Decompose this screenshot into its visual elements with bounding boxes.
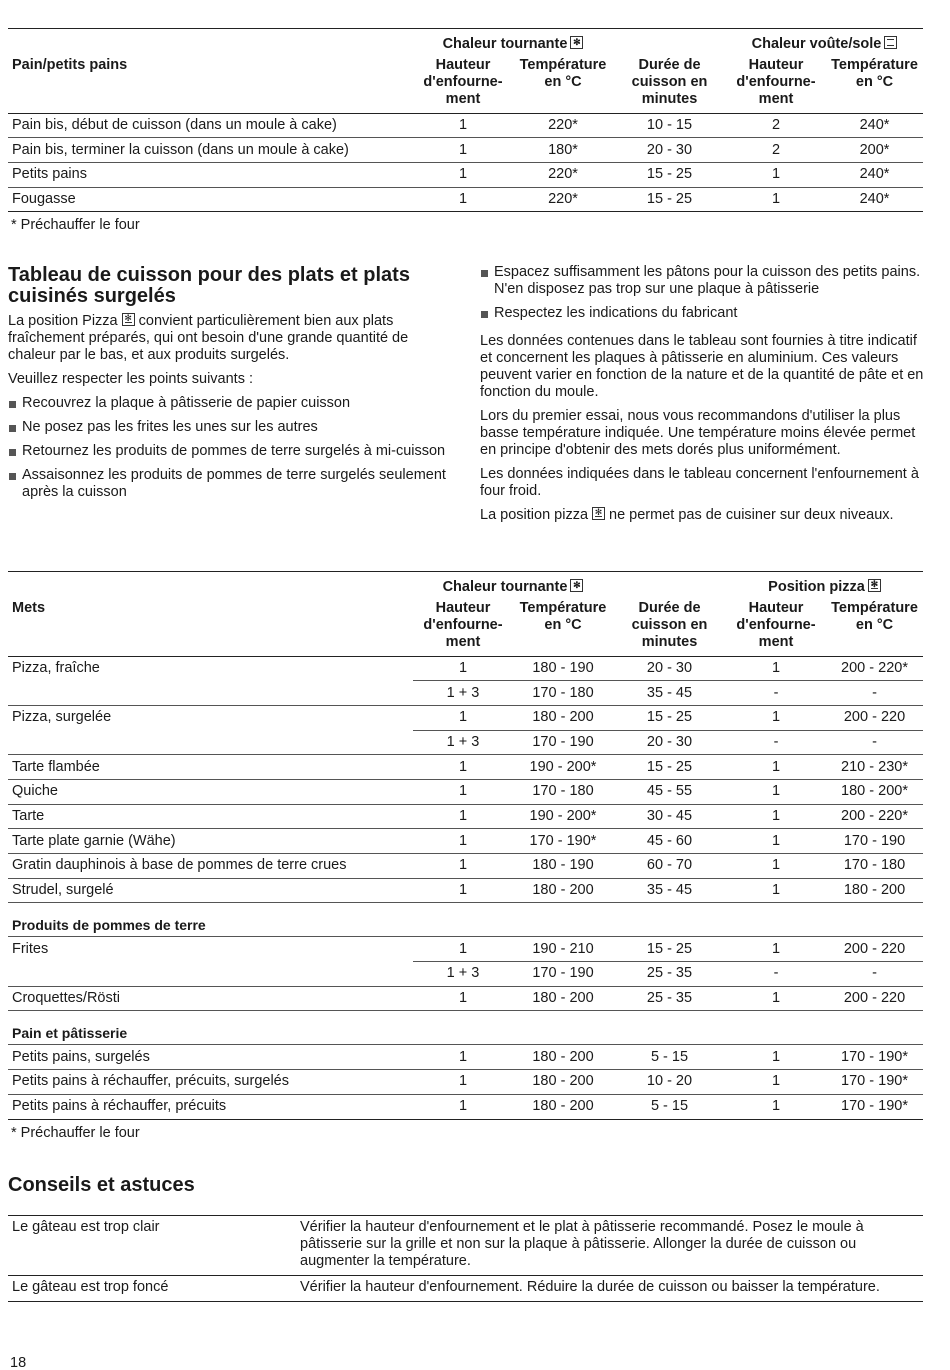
table-cell: 180 - 200* <box>826 779 923 804</box>
group-header-convection: Chaleur tournante✻ <box>413 572 613 598</box>
table-cell: - <box>726 962 826 987</box>
table-cell: 25 - 35 <box>613 962 726 987</box>
table-cell: 190 - 200* <box>513 755 613 780</box>
table-cell: 180 - 190 <box>513 656 613 681</box>
column-header: Température en °C <box>826 55 923 114</box>
table-cell: 30 - 45 <box>613 804 726 829</box>
row-label: Gratin dauphinois à base de pommes de terre crues <box>8 854 413 879</box>
row-label: Pain bis, terminer la cuisson (dans un moule à cake) <box>8 138 413 163</box>
table-cell: 1 <box>413 705 513 730</box>
table-cell: 5 - 15 <box>613 1094 726 1119</box>
table-cell: 15 - 25 <box>613 187 726 212</box>
table-cell: 1 <box>726 705 826 730</box>
table-cell: 180 - 200 <box>513 1094 613 1119</box>
table-cell: 1 <box>413 1094 513 1119</box>
table-row <box>8 1045 923 1070</box>
table-cell: 1 <box>413 854 513 879</box>
row-label: Pizza, surgelée <box>12 709 112 726</box>
table-cell: 1 <box>726 829 826 854</box>
table-cell: 180 - 190 <box>513 854 613 879</box>
table-cell: 35 - 45 <box>613 681 726 706</box>
solution-cell: Vérifier la hauteur d'enfournement et le plat à pâtisserie recommandé. Posez le moule à pâtisserie sur la grille et non sur la plaque à pâtisserie. Allonger la durée de cuisson ou augmenter la température. <box>296 1216 923 1276</box>
table-row <box>8 878 923 903</box>
page-number: 18 <box>10 1355 27 1370</box>
table-cell: 180* <box>513 138 613 163</box>
table-cell: 1 <box>726 779 826 804</box>
group-header-convection: Chaleur tournante✻ <box>413 29 613 55</box>
table-row <box>8 138 923 163</box>
table-row <box>8 705 923 730</box>
table-cell: 170 - 190* <box>826 1094 923 1119</box>
list-item: Retournez les produits de pommes de terre surgelés à mi-cuisson <box>8 443 453 460</box>
category-row <box>8 903 923 937</box>
bread-baking-table <box>8 28 923 212</box>
list-item: Recouvrez la plaque à pâtisserie de papier cuisson <box>8 395 453 412</box>
table-cell: 200 - 220 <box>826 937 923 962</box>
table-row <box>8 804 923 829</box>
group-header-pizza: Position pizza✻ <box>726 572 923 598</box>
table-cell: 1 <box>726 986 826 1011</box>
column-header: Durée de cuisson en minutes <box>613 598 726 657</box>
table-cell: 1 + 3 <box>413 730 513 755</box>
table-row <box>8 854 923 879</box>
table-row <box>8 986 923 1011</box>
table-cell: 20 - 30 <box>613 730 726 755</box>
intro-paragraph: La position Pizza✻ convient particulièrement bien aux plats fraîchement préparés, qui ont besoin d'une grande quantité de chaleur par le bas, et aux produits surgelés. <box>8 313 453 364</box>
problem-cell: Le gâteau est trop clair <box>8 1216 296 1276</box>
tips-bullet-list <box>480 264 925 322</box>
table-cell: 180 - 200 <box>513 878 613 903</box>
solution-cell: Vérifier la hauteur d'enfournement. Réduire la durée de cuisson ou baisser la température. <box>296 1276 923 1302</box>
list-item: Assaisonnez les produits de pommes de terre surgelés seulement après la cuisson <box>8 467 453 501</box>
table-cell: 60 - 70 <box>613 854 726 879</box>
table-cell: 10 - 15 <box>613 113 726 138</box>
table-cell: 220* <box>513 187 613 212</box>
column-header: Hauteur d'enfourne-ment <box>413 55 513 114</box>
table-cell: 200* <box>826 138 923 163</box>
row-label <box>8 730 413 755</box>
row-label: Petits pains <box>8 162 413 187</box>
table-row <box>8 937 923 962</box>
table-cell: 1 <box>413 656 513 681</box>
column-header: Hauteur d'enfourne-ment <box>413 598 513 657</box>
pizza-setting-icon <box>592 507 605 520</box>
table-cell: 1 <box>726 1094 826 1119</box>
tips-table <box>8 1215 923 1302</box>
table-cell: 180 - 200 <box>513 1070 613 1095</box>
table-cell: 240* <box>826 113 923 138</box>
table-row <box>8 1094 923 1119</box>
table-cell: 20 - 30 <box>613 656 726 681</box>
table-cell: 15 - 25 <box>613 162 726 187</box>
table-cell: 1 <box>413 187 513 212</box>
table-row <box>8 656 923 681</box>
table-cell: 15 - 25 <box>613 755 726 780</box>
table-footnote: * Préchauffer le four <box>11 1125 140 1141</box>
table-cell: 1 <box>413 779 513 804</box>
row-label: Pizza, fraîche <box>12 660 100 677</box>
table-row <box>8 829 923 854</box>
category-label: Pain et pâtisserie <box>8 1011 923 1045</box>
table-cell: 1 <box>726 656 826 681</box>
table-cell: - <box>826 681 923 706</box>
table-cell: 1 <box>726 187 826 212</box>
table-cell: - <box>726 730 826 755</box>
row-label: Croquettes/Rösti <box>8 986 413 1011</box>
row-label <box>8 962 413 987</box>
table-cell: 220* <box>513 162 613 187</box>
section-title: Tableau de cuisson pour des plats et plats cuisinés surgelés <box>8 264 410 307</box>
table-cell: - <box>726 681 826 706</box>
table-cell: 1 <box>726 1045 826 1070</box>
table-cell: 1 <box>726 162 826 187</box>
table-cell: 180 - 200 <box>513 1045 613 1070</box>
table-cell: 1 <box>413 986 513 1011</box>
table-cell: 1 <box>413 878 513 903</box>
table-row <box>8 779 923 804</box>
group-header-top-bottom: Chaleur voûte/sole <box>726 29 923 55</box>
table-cell: 10 - 20 <box>613 1070 726 1095</box>
row-label: Petits pains à réchauffer, précuits <box>8 1094 413 1119</box>
top-bottom-heat-icon <box>884 36 897 49</box>
info-paragraph: Lors du premier essai, nous vous recommandons d'utiliser la plus basse température indiquée. Une température moins élevée permet en principe d'obtenir des mets dorés plus uniformément. <box>480 408 916 458</box>
problem-cell: Le gâteau est trop foncé <box>8 1276 296 1302</box>
table-cell: 1 <box>413 162 513 187</box>
convection-fan-icon <box>570 36 583 49</box>
table-cell: 1 <box>413 755 513 780</box>
table-cell: 210 - 230* <box>826 755 923 780</box>
table-row <box>8 1276 923 1302</box>
convection-fan-icon <box>570 579 583 592</box>
info-paragraph: Les données indiquées dans le tableau concernent l'enfournement à four froid. <box>480 466 919 499</box>
table-cell: 25 - 35 <box>613 986 726 1011</box>
table-cell: 2 <box>726 113 826 138</box>
row-label: Tarte flambée <box>8 755 413 780</box>
row-label: Fougasse <box>8 187 413 212</box>
table-cell: 45 - 60 <box>613 829 726 854</box>
table-row <box>8 162 923 187</box>
table-cell: 20 - 30 <box>613 138 726 163</box>
table-cell: 1 <box>413 1045 513 1070</box>
table-cell: 1 <box>413 829 513 854</box>
table-cell: 180 - 200 <box>826 878 923 903</box>
table-cell: 190 - 210 <box>513 937 613 962</box>
table-cell: 170 - 190* <box>826 1045 923 1070</box>
table-cell: 240* <box>826 162 923 187</box>
table-cell: 170 - 190* <box>826 1070 923 1095</box>
table-cell: 170 - 190 <box>826 829 923 854</box>
table-cell: 220* <box>513 113 613 138</box>
table-cell: 45 - 55 <box>613 779 726 804</box>
column-header: Température en °C <box>826 598 923 657</box>
table-footnote: * Préchauffer le four <box>11 217 140 233</box>
table-cell: 170 - 180 <box>513 779 613 804</box>
section-left-column <box>8 265 453 508</box>
table-cell: - <box>826 730 923 755</box>
table-cell: 240* <box>826 187 923 212</box>
table-corner-label: Mets <box>8 598 413 657</box>
table-cell: 170 - 180 <box>513 681 613 706</box>
info-paragraph: Les données contenues dans le tableau sont fournies à titre indicatif et concernent les plaques à pâtisserie en aluminium. Ces valeurs peuvent varier en fonction de la nature et de la quantité de pâte et en fonction du moule. <box>480 333 924 400</box>
table-cell: 180 - 200 <box>513 986 613 1011</box>
row-label: Frites <box>12 940 49 957</box>
table-cell: 1 <box>726 878 826 903</box>
table-cell: 1 <box>413 138 513 163</box>
table-cell: 1 <box>726 937 826 962</box>
table-cell: 200 - 220* <box>826 656 923 681</box>
column-header: Durée de cuisson en minutes <box>613 55 726 114</box>
table-cell: 190 - 200* <box>513 804 613 829</box>
table-cell: 2 <box>726 138 826 163</box>
info-paragraph: La position pizza✻ ne permet pas de cuisiner sur deux niveaux. <box>480 507 925 524</box>
table-row <box>8 187 923 212</box>
row-label: Tarte plate garnie (Wähe) <box>8 829 413 854</box>
list-item: Ne posez pas les frites les unes sur les autres <box>8 419 453 436</box>
row-label: Quiche <box>8 779 413 804</box>
list-item: Espacez suffisamment les pâtons pour la cuisson des petits pains. N'en disposez pas trop sur une plaque à pâtisserie <box>480 264 925 298</box>
category-label: Produits de pommes de terre <box>8 903 923 937</box>
table-cell: 1 <box>726 755 826 780</box>
table-row <box>8 755 923 780</box>
section-right-column <box>480 264 925 531</box>
table-cell: 200 - 220 <box>826 705 923 730</box>
table-cell: 1 <box>726 804 826 829</box>
column-header: Température en °C <box>513 598 613 657</box>
column-header: Hauteur d'enfourne-ment <box>726 55 826 114</box>
frozen-dishes-table <box>8 571 923 1120</box>
category-row <box>8 1011 923 1045</box>
table-cell: 1 + 3 <box>413 681 513 706</box>
table-cell: 170 - 180 <box>826 854 923 879</box>
tips-bullet-list <box>8 395 453 501</box>
table-row <box>8 681 923 706</box>
table-cell: 1 <box>413 937 513 962</box>
table-cell: 1 + 3 <box>413 962 513 987</box>
row-label <box>8 681 413 706</box>
table-cell: 200 - 220* <box>826 804 923 829</box>
table-cell: - <box>826 962 923 987</box>
pizza-setting-icon <box>868 579 881 592</box>
table-cell: 1 <box>413 804 513 829</box>
table-cell: 170 - 190 <box>513 730 613 755</box>
table-cell: 1 <box>413 113 513 138</box>
table-cell: 200 - 220 <box>826 986 923 1011</box>
list-item: Respectez les indications du fabricant <box>480 305 925 322</box>
row-label: Petits pains à réchauffer, précuits, surgelés <box>8 1070 413 1095</box>
table-row <box>8 1216 923 1276</box>
table-row <box>8 730 923 755</box>
row-label: Pain bis, début de cuisson (dans un moule à cake) <box>8 113 413 138</box>
table-row <box>8 113 923 138</box>
table-cell: 170 - 190* <box>513 829 613 854</box>
table-cell: 180 - 200 <box>513 705 613 730</box>
table-cell: 1 <box>726 854 826 879</box>
table-cell: 15 - 25 <box>613 937 726 962</box>
pizza-setting-icon <box>122 313 135 326</box>
table-cell: 15 - 25 <box>613 705 726 730</box>
row-label: Petits pains, surgelés <box>8 1045 413 1070</box>
points-intro: Veuillez respecter les points suivants : <box>8 371 254 387</box>
table-corner-label: Pain/petits pains <box>8 55 413 114</box>
table-cell: 5 - 15 <box>613 1045 726 1070</box>
row-label: Strudel, surgelé <box>8 878 413 903</box>
table-cell: 1 <box>413 1070 513 1095</box>
table-row <box>8 1070 923 1095</box>
row-label: Tarte <box>8 804 413 829</box>
column-header: Hauteur d'enfourne-ment <box>726 598 826 657</box>
column-header: Température en °C <box>513 55 613 114</box>
table-cell: 1 <box>726 1070 826 1095</box>
tips-title: Conseils et astuces <box>8 1174 195 1196</box>
table-cell: 170 - 190 <box>513 962 613 987</box>
table-cell: 35 - 45 <box>613 878 726 903</box>
table-row <box>8 962 923 987</box>
